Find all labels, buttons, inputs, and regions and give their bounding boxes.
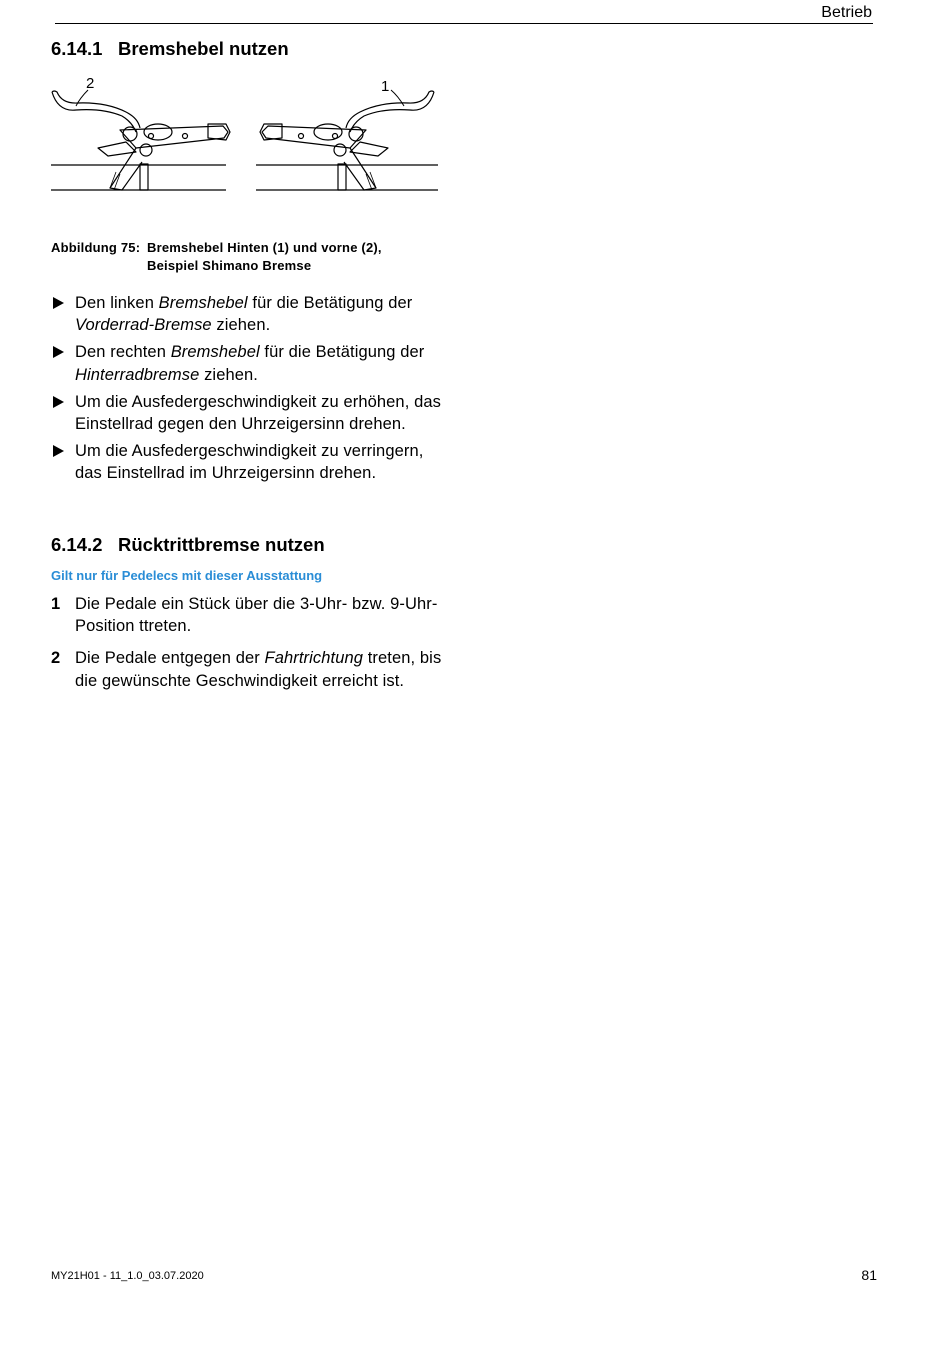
step-number: 1 (51, 595, 61, 613)
callout-number-right: 1 (381, 78, 390, 95)
figure-caption (51, 239, 382, 275)
play-triangle-icon (53, 297, 64, 309)
callout-number-left: 2 (86, 75, 95, 92)
step-number: 2 (51, 649, 61, 668)
step-list (51, 593, 446, 702)
figure-caption-label: Abbildung 75: (51, 240, 141, 255)
section-title: Bremshebel nutzen (118, 38, 289, 59)
step-item: 1 Die Pedale ein Stück über die 3-Uhr- bzw. 9-Uhr-Position ttreten. (51, 595, 438, 636)
section-heading-ruecktrittbremse (51, 534, 325, 556)
instruction-item: Den rechten Bremshebel für die Betätigung der Hinterradbremse ziehen. (51, 341, 446, 386)
section-number: 6.14.1 (51, 38, 103, 59)
play-triangle-icon (53, 396, 64, 408)
header-rule (55, 23, 873, 24)
running-head: Betrieb (821, 4, 872, 21)
footer-page-number: 81 (861, 1267, 877, 1283)
instruction-item: Den linken Bremshebel für die Betätigung der Vorderrad-Bremse ziehen. (51, 292, 446, 337)
instruction-list (51, 292, 446, 489)
left-brake-lever (52, 91, 230, 190)
instruction-item: Um die Ausfedergeschwindigkeit zu erhöhen, das Einstellrad gegen den Uhrzeigersinn drehen. (51, 391, 446, 436)
figure-caption-line-1: Bremshebel Hinten (1) und vorne (2), (147, 240, 382, 255)
instruction-item: Um die Ausfedergeschwindigkeit zu verringern, das Einstellrad im Uhrzeigersinn drehen. (51, 440, 446, 485)
callout-leader-left (76, 90, 88, 106)
figure-caption-line-2: Beispiel Shimano Bremse (147, 258, 312, 273)
play-triangle-icon (53, 445, 64, 457)
brake-lever-figure (48, 72, 443, 202)
play-triangle-icon (53, 346, 64, 358)
right-brake-lever (260, 91, 434, 190)
equipment-note: Gilt nur für Pedelecs mit dieser Ausstattung (51, 568, 323, 583)
step-item: 2 Die Pedale entgegen der Fahrtrichtung treten, bis die gewünschte Geschwindigkeit erreicht ist. (51, 649, 442, 690)
section-heading-bremshebel (51, 38, 289, 60)
section-title: Rücktrittbremse nutzen (118, 534, 325, 555)
section-number: 6.14.2 (51, 534, 103, 555)
footer-document-id: MY21H01 - 11_1.0_03.07.2020 (51, 1270, 204, 1282)
